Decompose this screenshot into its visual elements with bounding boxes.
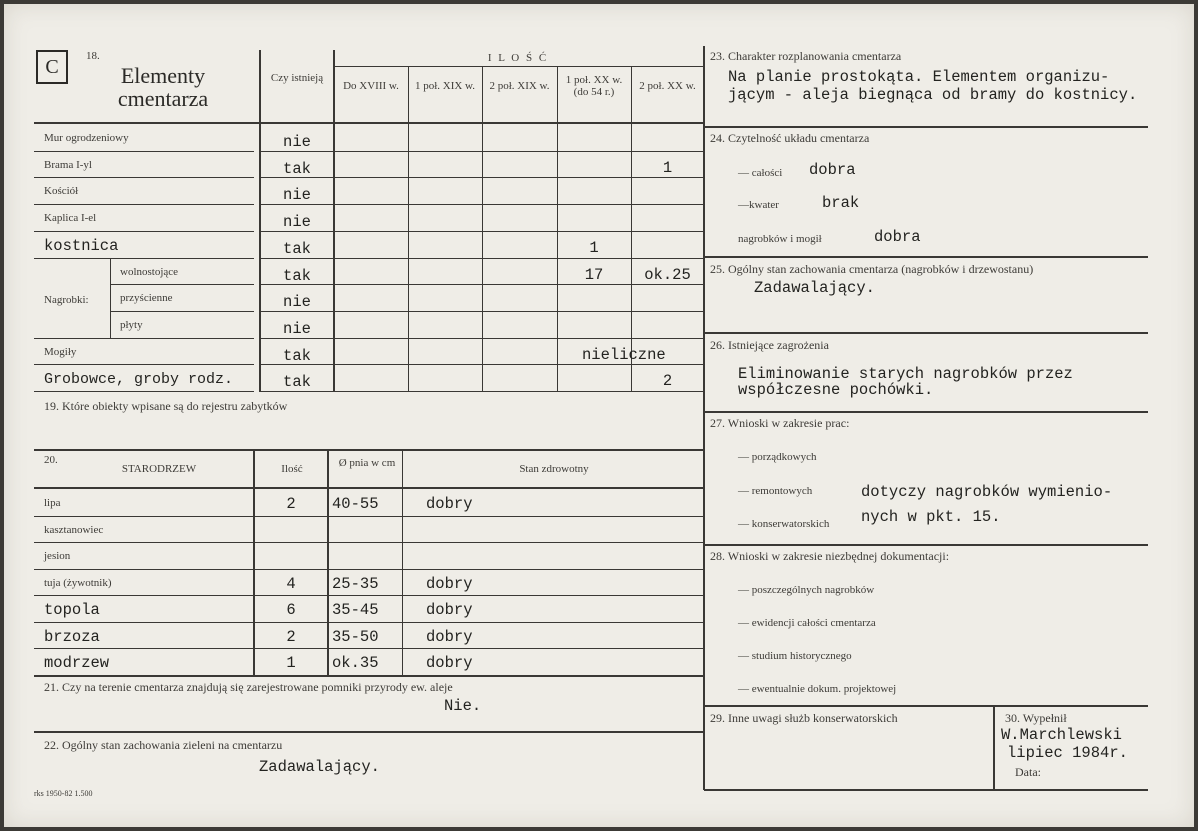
qty-value: 1 [589,239,599,257]
trees-header-rule [34,487,704,489]
tree-name: topola [44,601,100,619]
q26-rule [704,411,1148,413]
element-label: Mogiły [44,346,77,358]
trees-title: STARODRZEW [121,463,197,475]
qty-value: ok.25 [644,266,691,284]
row-rule [261,151,704,152]
q28-label: 28. Wnioski w zakresie niezbędnej dokumentacji: [710,549,950,563]
q27-item: — remontowych [738,485,813,497]
q24-item-label: nagrobków i mogił [738,233,822,245]
row-rule [261,391,704,392]
q28-item: — poszczególnych nagrobków [738,584,875,596]
period-header: 1 poł. XX w. (do 54 r.) [565,74,623,98]
period-header: 1 poł. XIX w. [414,80,476,92]
exists-value: tak [283,267,311,285]
section-letter-box: C [36,50,68,84]
qty-value: 2 [662,372,673,390]
row-rule [34,177,254,178]
tree-health: dobry [426,601,473,619]
col-divider [557,66,558,392]
trees-col-divider [402,451,403,675]
q30-date-label: Data: [1015,765,1041,779]
tree-row-rule [34,569,704,570]
exists-value: nie [283,320,311,338]
q27-item: — porządkowych [738,451,817,463]
tree-health: dobry [426,654,473,672]
nagrobki-divider [110,259,111,339]
q23-label: 23. Charakter rozplanowania cmentarza [710,49,902,63]
exists-value: nie [283,213,311,231]
trees-health-header: Stan zdrowotny [519,463,589,475]
tree-health: dobry [426,575,473,593]
q28-item: — ewentualnie dokum. projektowej [738,683,897,695]
q25-rule [704,332,1148,334]
print-mark: rks 1950-82 1.500 [34,789,93,798]
q23-rule [704,126,1148,128]
period-header: 2 poł. XIX w. [489,80,550,92]
element-label: Mur ogrodzeniowy [44,132,129,144]
q26-line2: współczesne pochówki. [738,381,934,399]
trees-col-divider [327,451,329,675]
exists-value: tak [283,373,311,391]
tree-row-rule [34,542,704,543]
exists-value: tak [283,240,311,258]
period-header: 2 poł. XX w. [639,80,696,92]
row-rule [110,284,254,285]
q24-label: 24. Czytelność układu cmentarza [710,131,870,145]
section-title: Elementy cmentarza [117,63,209,111]
q21-answer: Nie. [444,697,482,715]
element-label: Grobowce, groby rodz. [44,371,234,388]
q30-name: W.Marchlewski [1001,726,1122,744]
row-rule [261,338,704,339]
element-label: kostnica [44,237,119,255]
exists-value: tak [283,160,311,178]
tree-diam: 35-45 [332,601,379,619]
element-label: płyty [120,319,143,331]
q27-rule [704,544,1148,546]
row-rule [261,231,704,232]
q24-item-answer: brak [822,194,860,212]
tree-diam: 40-55 [332,495,379,513]
col-divider [631,66,632,392]
q25-label: 25. Ogólny stan zachowania cmentarza (nagrobków i drzewostanu) [710,262,1034,276]
tree-row-rule [34,622,704,623]
tree-name: lipa [44,497,61,509]
tree-qty: 6 [286,601,296,619]
q27-line1: dotyczy nagrobków wymienio- [861,483,1113,501]
tree-qty: 4 [286,575,296,593]
tree-row-rule [34,516,704,517]
q27-label: 27. Wnioski w zakresie prac: [710,416,850,430]
element-label: Kaplica I-el [44,212,97,224]
element-label: przyścienne [120,292,173,304]
q28-item: — studium historycznego [738,650,852,662]
exists-value: nie [283,293,311,311]
tree-diam: ok.35 [332,654,379,672]
element-label: wolnostojące [120,266,179,278]
exists-value: nie [283,186,311,204]
q27-line2: nych w pkt. 15. [861,508,1001,526]
qty-value: 17 [584,266,604,284]
row-rule [34,204,254,205]
trees-number: 20. [44,454,58,466]
q29-label: 29. Inne uwagi służb konserwatorskich [710,711,898,725]
row-rule [261,204,704,205]
q19-label: 19. Które obiekty wpisane są do rejestru zabytków [44,399,288,413]
qty-value: 1 [662,159,673,177]
tree-health: dobry [426,628,473,646]
q29-q30-divider [993,707,995,790]
row-rule [34,364,254,365]
row-rule [34,151,254,152]
tree-name: tuja (żywotnik) [44,577,112,589]
q30-label: 30. Wypełnił [1005,711,1067,725]
row-rule [34,391,254,392]
col-divider [408,66,409,392]
col-exists-header: Czy istnieją [270,72,324,84]
tree-diam: 35-50 [332,628,379,646]
q23-line1: Na planie prostokąta. Elementem organizu- [728,68,1110,86]
q21-rule [34,675,704,677]
exists-value: tak [283,347,311,365]
q28-rule [704,705,1148,707]
monument-record-card [4,4,1194,827]
ilosc-header: I L O Ś Ć [487,52,549,64]
col-divider [482,66,483,392]
q24-item-answer: dobra [809,161,856,179]
tree-health: dobry [426,495,473,513]
ilosc-rule [334,66,704,67]
q26-line1: Eliminowanie starych nagrobków przez [738,365,1073,383]
q22-label: 22. Ogólny stan zachowania zieleni na cmentarzu [44,738,283,752]
tree-diam: 25-35 [332,575,379,593]
trees-qty-header: Ilość [281,463,303,475]
q24-item-answer: dobra [874,228,921,246]
q24-item-label: — całości [738,167,783,179]
tree-row-rule [34,595,704,596]
row-rule [261,311,704,312]
row-rule [34,258,254,259]
tree-name: brzoza [44,628,100,646]
tree-name: jesion [44,550,71,562]
element-label: Kościół [44,185,79,197]
q25-answer: Zadawalający. [754,279,875,297]
q24-item-label: —kwater [738,199,779,211]
exists-value: nie [283,133,311,151]
q22-answer: Zadawalający. [259,758,380,776]
row-rule [110,311,254,312]
q21-label: 21. Czy na terenie cmentarza znajdują się zarejestrowane pomniki przyrody ew. aleje [44,680,453,694]
bottom-rule [704,789,1148,791]
tree-row-rule [34,648,704,649]
row-rule [34,231,254,232]
q27-item: — konserwatorskich [738,518,830,530]
tree-name: kasztanowiec [44,524,104,536]
q22-rule [34,731,704,733]
nagrobki-label: Nagrobki: [44,294,89,306]
center-divider [703,46,705,790]
element-label: Brama I-yl [44,159,92,171]
header-bottom-rule [34,122,704,124]
q30-date: lipiec 1984r. [1007,744,1128,762]
tree-name: modrzew [44,654,110,672]
trees-top-rule [34,449,704,451]
section-number: 18. [86,50,100,62]
tree-qty: 2 [286,628,296,646]
q28-item: — ewidencji całości cmentarza [738,617,876,629]
qty-value: nieliczne [582,346,666,364]
q23-line2: jącym - aleja biegnąca od bramy do kostnicy. [728,86,1138,104]
q24-rule [704,256,1148,258]
tree-qty: 2 [286,495,296,513]
period-header: Do XVIII w. [343,80,399,92]
q26-label: 26. Istniejące zagrożenia [710,338,829,352]
row-rule [261,258,704,259]
col-divider [333,50,335,392]
row-rule [34,338,254,339]
trees-diam-header: Ø pnia w cm [338,457,396,469]
tree-qty: 1 [286,654,296,672]
